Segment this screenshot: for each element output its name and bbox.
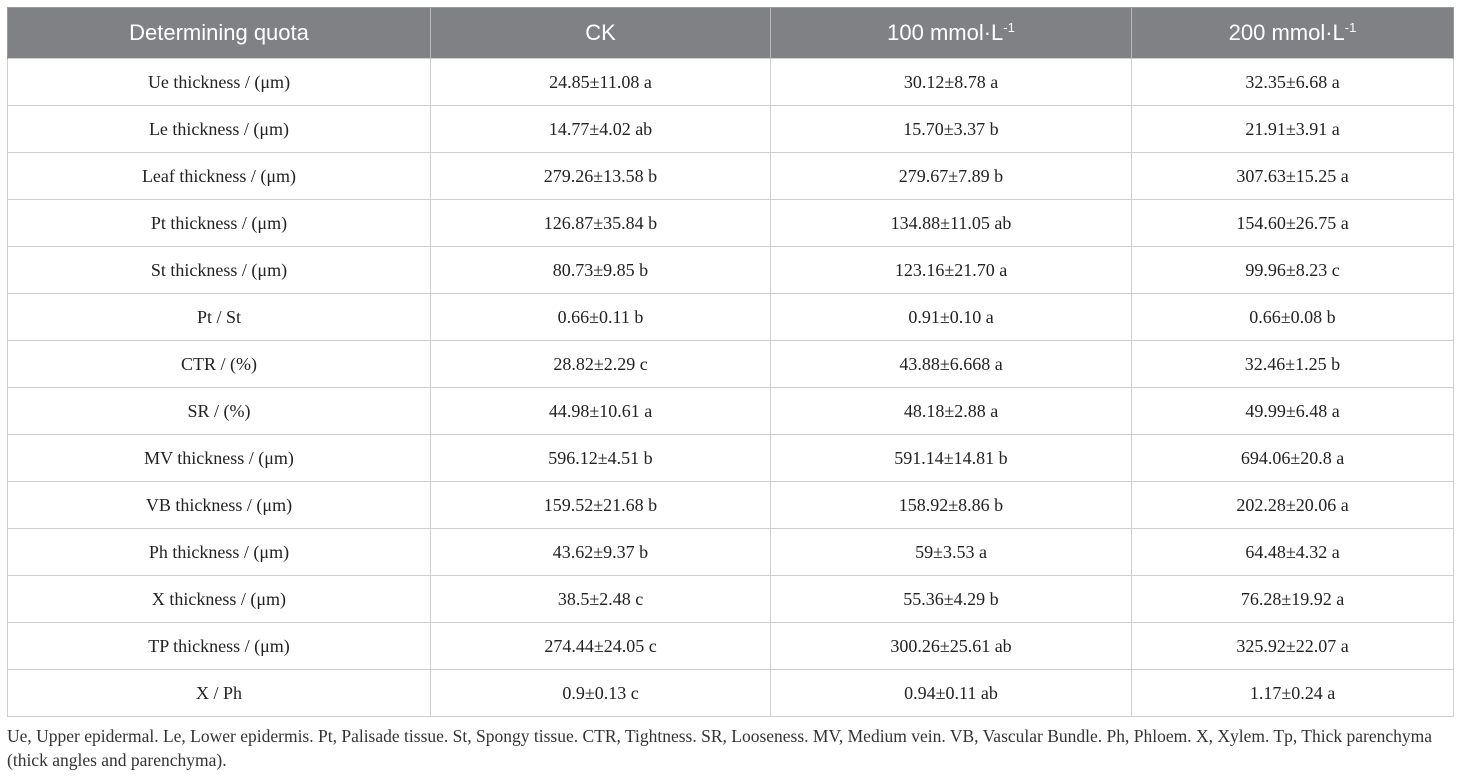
cell-ck-value: 126.87±35.84 b [431, 200, 771, 247]
cell-100-mmol-value: 158.92±8.86 b [771, 482, 1132, 529]
table-row [8, 623, 1454, 670]
cell-100-mmol-value: 15.70±3.37 b [771, 106, 1132, 153]
cell-100-mmol-value: 55.36±4.29 b [771, 576, 1132, 623]
cell-row-label: Ue thickness / (μm) [8, 59, 431, 106]
header-100-mmol: 100 $mmol\cdot L^{-1}$ [771, 8, 1132, 59]
cell-ck-value: 274.44±24.05 c [431, 623, 771, 670]
cell-200-mmol-value: 21.91±3.91 a [1132, 106, 1454, 153]
cell-ck-value: 279.26±13.58 b [431, 153, 771, 200]
cell-ck-value: 0.66±0.11 b [431, 294, 771, 341]
cell-ck-value: 159.52±21.68 b [431, 482, 771, 529]
cell-200-mmol-value: 202.28±20.06 a [1132, 482, 1454, 529]
cell-row-label: X thickness / (μm) [8, 576, 431, 623]
cell-ck-value: 43.62±9.37 b [431, 529, 771, 576]
cell-ck-value: 24.85±11.08 a [431, 59, 771, 106]
cell-100-mmol-value: 30.12±8.78 a [771, 59, 1132, 106]
cell-200-mmol-value: 307.63±15.25 a [1132, 153, 1454, 200]
table-row [8, 388, 1454, 435]
cell-row-label: Ph thickness / (μm) [8, 529, 431, 576]
table-row [8, 482, 1454, 529]
header-ck: CK [431, 8, 771, 59]
cell-ck-value: 44.98±10.61 a [431, 388, 771, 435]
cell-100-mmol-value: 300.26±25.61 ab [771, 623, 1132, 670]
cell-row-label: Pt thickness / (μm) [8, 200, 431, 247]
cell-ck-value: 0.9±0.13 c [431, 670, 771, 717]
cell-100-mmol-value: 43.88±6.668 a [771, 341, 1132, 388]
table-row [8, 670, 1454, 717]
cell-row-label: Pt / St [8, 294, 431, 341]
table-row [8, 106, 1454, 153]
cell-ck-value: 596.12±4.51 b [431, 435, 771, 482]
cell-100-mmol-value: 591.14±14.81 b [771, 435, 1132, 482]
cell-100-mmol-value: 123.16±21.70 a [771, 247, 1132, 294]
cell-ck-value: 80.73±9.85 b [431, 247, 771, 294]
cell-row-label: X / Ph [8, 670, 431, 717]
cell-200-mmol-value: 76.28±19.92 a [1132, 576, 1454, 623]
header-row [8, 8, 1454, 59]
cell-100-mmol-value: 59±3.53 a [771, 529, 1132, 576]
table-row [8, 200, 1454, 247]
data-table [7, 7, 1454, 717]
cell-row-label: VB thickness / (μm) [8, 482, 431, 529]
table-body [8, 59, 1454, 717]
table-row [8, 294, 1454, 341]
table-row [8, 153, 1454, 200]
cell-row-label: Le thickness / (μm) [8, 106, 431, 153]
cell-100-mmol-value: 0.94±0.11 ab [771, 670, 1132, 717]
table-row [8, 341, 1454, 388]
cell-100-mmol-value: 134.88±11.05 ab [771, 200, 1132, 247]
table-row [8, 576, 1454, 623]
cell-row-label: SR / (%) [8, 388, 431, 435]
cell-200-mmol-value: 32.35±6.68 a [1132, 59, 1454, 106]
cell-ck-value: 14.77±4.02 ab [431, 106, 771, 153]
table-footnote: Ue, Upper epidermal. Le, Lower epidermis. Pt, Palisade tissue. St, Spongy tissue. CTR, Tightness. SR, Looseness. MV, Medium vein. VB, Vascular Bundle. Ph, Phloem. X, Xylem. Tp, Thick parenchyma (thick angles and parenchyma). [7, 726, 1433, 770]
cell-100-mmol-value: 48.18±2.88 a [771, 388, 1132, 435]
cell-row-label: MV thickness / (μm) [8, 435, 431, 482]
cell-200-mmol-value: 0.66±0.08 b [1132, 294, 1454, 341]
cell-200-mmol-value: 694.06±20.8 a [1132, 435, 1454, 482]
cell-100-mmol-value: 0.91±0.10 a [771, 294, 1132, 341]
cell-ck-value: 38.5±2.48 c [431, 576, 771, 623]
cell-row-label: CTR / (%) [8, 341, 431, 388]
cell-row-label: TP thickness / (μm) [8, 623, 431, 670]
cell-ck-value: 28.82±2.29 c [431, 341, 771, 388]
cell-200-mmol-value: 99.96±8.23 c [1132, 247, 1454, 294]
table-row [8, 529, 1454, 576]
cell-200-mmol-value: 325.92±22.07 a [1132, 623, 1454, 670]
cell-200-mmol-value: 49.99±6.48 a [1132, 388, 1454, 435]
header-determining-quota: Determining quota [8, 8, 431, 59]
header-200-mmol: 200 $mmol\cdot L^{-1}$ [1132, 8, 1454, 59]
cell-row-label: St thickness / (μm) [8, 247, 431, 294]
cell-row-label: Leaf thickness / (μm) [8, 153, 431, 200]
table-header [8, 8, 1454, 59]
cell-200-mmol-value: 1.17±0.24 a [1132, 670, 1454, 717]
cell-200-mmol-value: 32.46±1.25 b [1132, 341, 1454, 388]
cell-200-mmol-value: 64.48±4.32 a [1132, 529, 1454, 576]
table-row [8, 435, 1454, 482]
table-row [8, 59, 1454, 106]
data-table-container [7, 7, 1453, 717]
table-row [8, 247, 1454, 294]
cell-200-mmol-value: 154.60±26.75 a [1132, 200, 1454, 247]
cell-100-mmol-value: 279.67±7.89 b [771, 153, 1132, 200]
